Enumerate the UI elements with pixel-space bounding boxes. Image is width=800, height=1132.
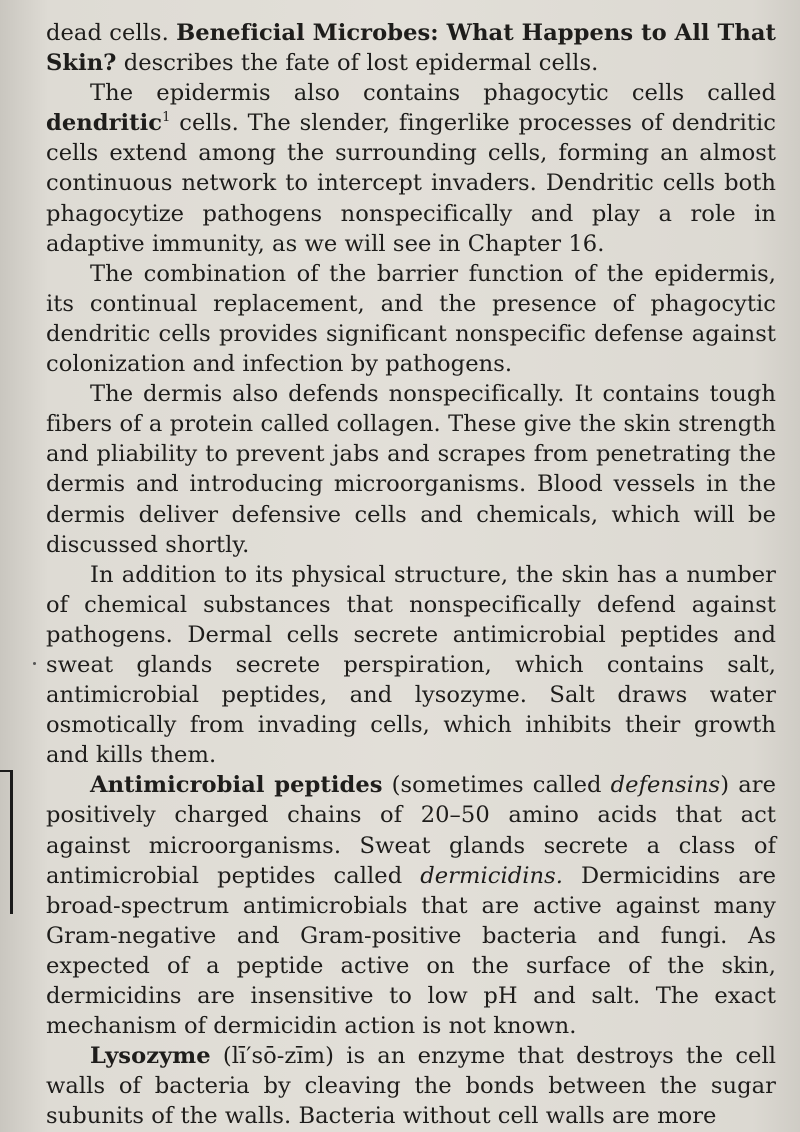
footnote-marker: 1 (162, 110, 171, 126)
text-run: The dermis also defends nonspecifically. It contains tough fibers of a protein called collagen. These give the skin strength and pliability to prevent jabs and scrapes from penetrating the dermis and introducing microorganisms. Blood vessels in the dermis deliver defensive cells and chemicals, which will be discussed shortly. (46, 381, 776, 558)
text-run: ) are positively charged chains of 20–50 amino acids that act against microorganisms. Sweat glands secrete a class of antimicrobial peptides called (46, 772, 776, 889)
bold-term: Beneficial Microbes: What Happens to All That Skin? (46, 20, 776, 77)
text-run: In addition to its physical structure, the skin has a number of chemical substances that nonspecifically defend against pathogens. Dermal cells secrete antimicrobial peptides and sweat glands secrete perspiration, which contains salt, antimicrobial peptides, and lysozyme. Salt draws water osmotically from invading cells, which inhibits their growth and kills them. (46, 561, 776, 769)
paragraph-7 (46, 1041, 776, 1131)
text-run: cells. The slender, fingerlike processes of dendritic cells extend among the surrounding cells, forming an almost continuous network to intercept invaders. Dendritic cells both phagocytize pathogens nonspecifically and play a role in adaptive immunity, as we will see in Chapter 16. (46, 110, 776, 257)
italic-term: defensins (610, 772, 721, 799)
text-run: The epidermis also contains phagocytic cells called (90, 80, 776, 107)
paragraph-2 (46, 78, 776, 259)
text-run: Dermicidins are broad-spectrum antimicrobials that are active against many Gram-negative and Gram-positive bacteria and fungi. As expected of a peptide active on the surface of the skin, dermicidins are insensitive to low pH and salt. The exact mechanism of dermicidin action is not known. (46, 862, 776, 1040)
margin-bracket-mark (0, 770, 13, 914)
text-run: (lī′sō-zīm) is an enzyme that destroys the cell walls of bacteria by cleaving the bonds between the sugar subunits of the walls. Bacteria without cell walls are more (46, 1043, 776, 1130)
bold-term: dendritic (46, 110, 163, 137)
text-run: dead cells. (46, 20, 177, 46)
body-text-column (46, 18, 776, 1131)
paragraph-1 (46, 18, 776, 78)
paragraph-3 (46, 259, 776, 379)
paragraph-6 (46, 770, 776, 1041)
text-run: describes the fate of lost epidermal cells. (116, 50, 599, 77)
text-run: The combination of the barrier function of the epidermis, its continual replacement, and the presence of phagocytic dendritic cells provides significant nonspecific defense against colonization and infection by pathogens. (46, 260, 776, 378)
paragraph-5 (46, 560, 776, 771)
margin-speck (33, 662, 36, 665)
text-run: (sometimes called (382, 772, 611, 799)
bold-term: Lysozyme (90, 1043, 211, 1070)
bold-term: Antimicrobial peptides (90, 772, 383, 799)
italic-term: dermicidins. (420, 862, 563, 889)
paragraph-4 (46, 379, 776, 560)
